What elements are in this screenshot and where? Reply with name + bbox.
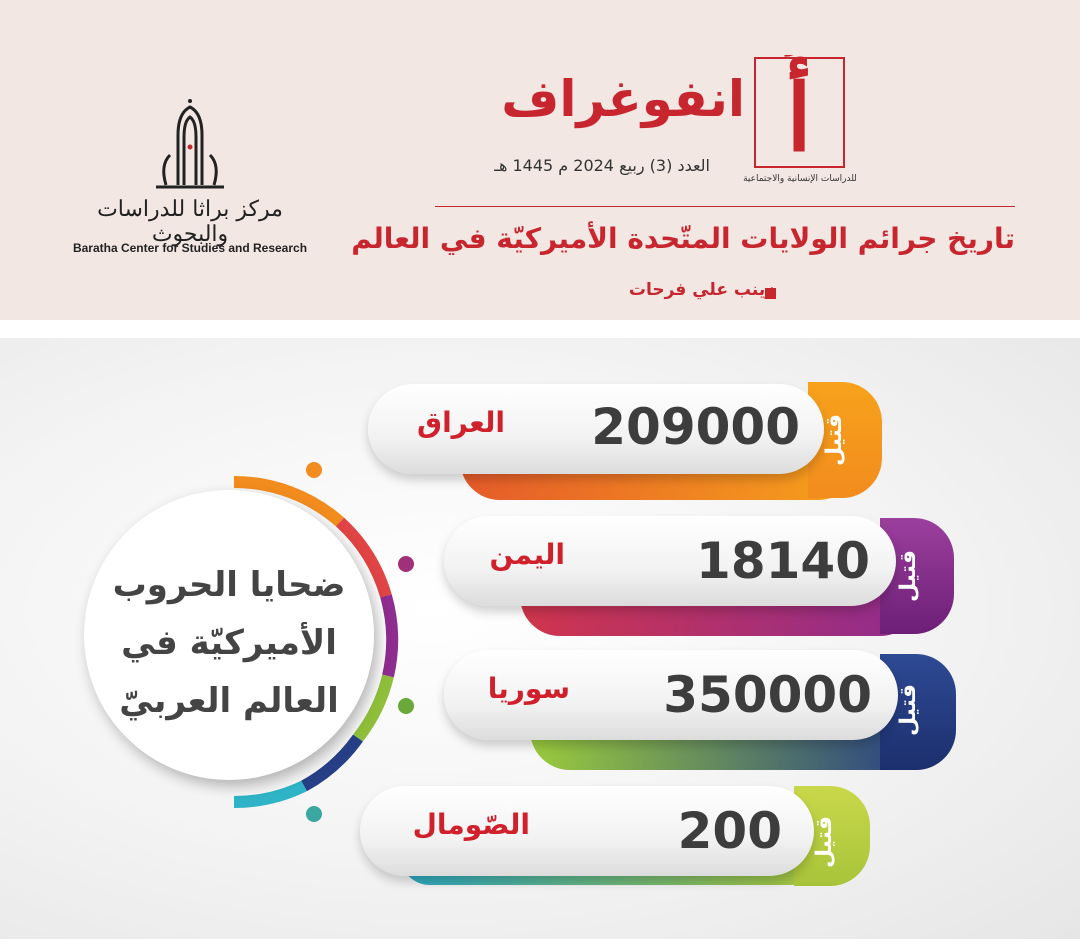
- row-number: 18140: [696, 532, 870, 590]
- row-country: سوريا: [487, 672, 570, 705]
- row-country: اليمن: [489, 538, 565, 571]
- section-divider: [0, 320, 1080, 338]
- row-number: 350000: [663, 666, 872, 724]
- baratha-logo: [70, 95, 310, 265]
- row-number: 209000: [591, 398, 800, 456]
- ring-dot: [398, 556, 414, 572]
- row-label: قتيل: [896, 684, 921, 737]
- row-label: قتيل: [822, 414, 847, 467]
- row-number: 200: [677, 802, 782, 860]
- baratha-emblem-icon: [70, 95, 310, 195]
- baratha-arabic-name: مركز براثا للدراسات والبحوث: [97, 197, 283, 247]
- ring-dot: [306, 462, 322, 478]
- baratha-english-name: Baratha Center for Studies and Research: [72, 241, 308, 255]
- header-rule: [435, 206, 1015, 207]
- center-title-line1: ضحايا الحروب: [112, 565, 346, 605]
- magazine-logo-caption: للدراسات الإنسانية والاجتماعية: [743, 174, 857, 184]
- issue-info: العدد (3) ربيع 2024 م 1445 هـ: [494, 156, 710, 175]
- author-name: زينب علي فرحات: [628, 280, 775, 300]
- magazine-name: انفوغراف: [501, 70, 745, 128]
- center-title: [90, 556, 368, 730]
- magazine-mark-icon: [752, 55, 847, 170]
- magazine-logo: [752, 55, 847, 170]
- magazine-mark-glyph: أُ: [786, 64, 812, 170]
- center-title-line3: العالم العربيّ: [119, 681, 339, 721]
- center-title-line2: الأميركيّة في: [121, 623, 337, 663]
- row-label: قتيل: [896, 550, 921, 603]
- ring-dot: [398, 698, 414, 714]
- row-label: قتيل: [812, 816, 837, 869]
- ring-dot: [306, 806, 322, 822]
- row-country: الصّومال: [412, 808, 530, 841]
- article-title: تاريخ جرائم الولايات المتّحدة الأميركيّة في العالم: [351, 222, 1015, 255]
- row-country: العراق: [417, 406, 505, 439]
